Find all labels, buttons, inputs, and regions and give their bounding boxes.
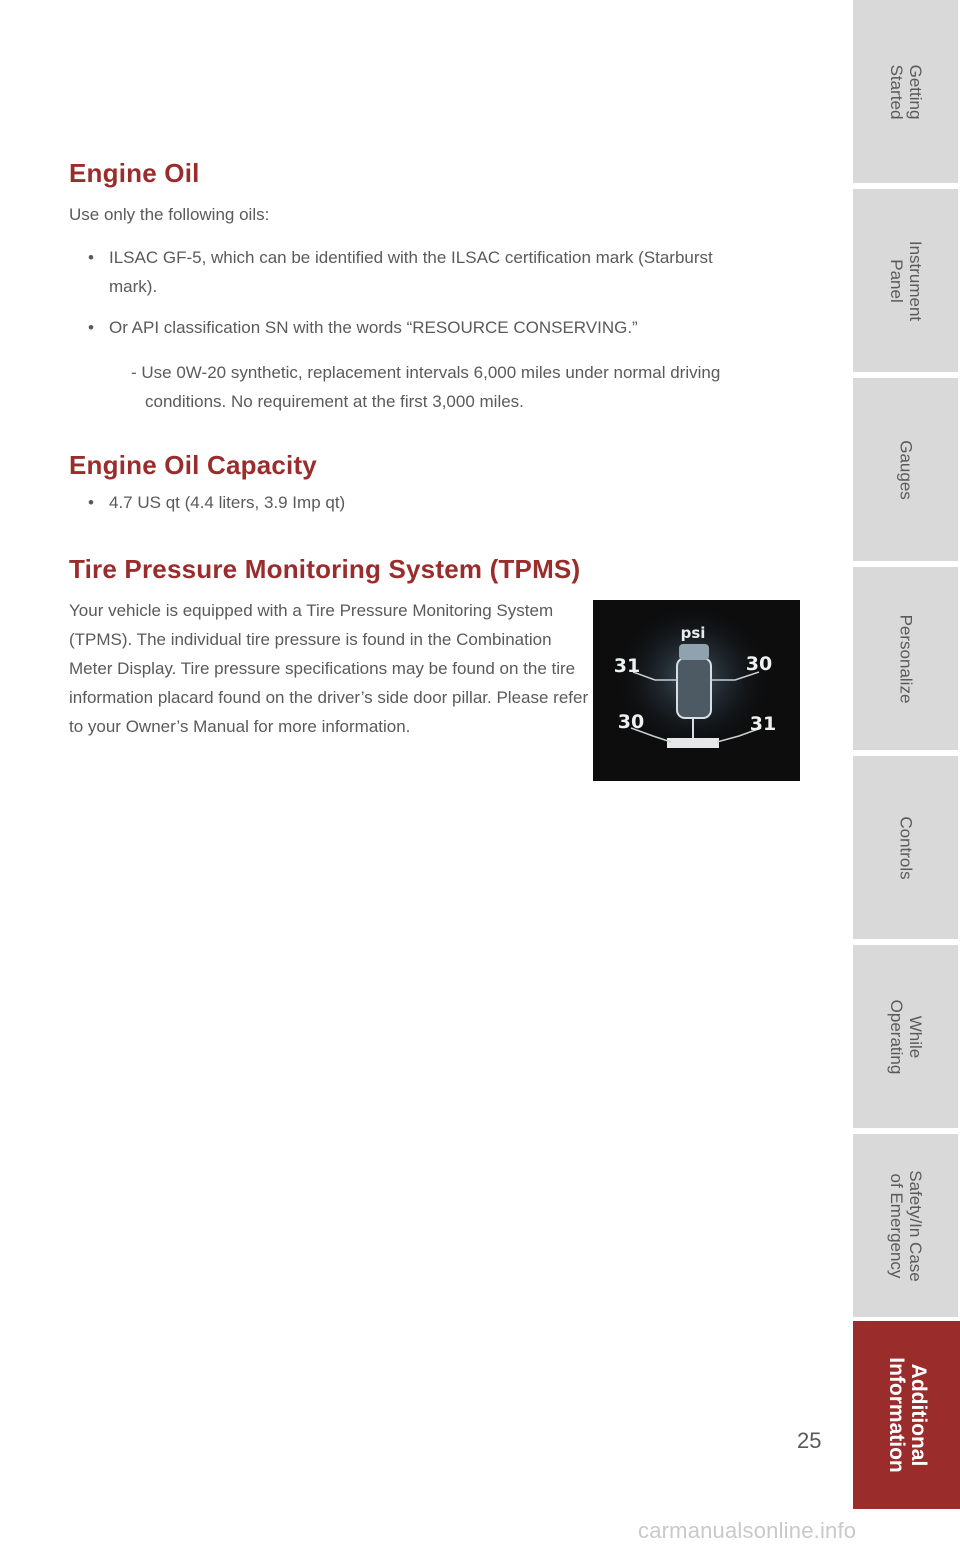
tab-safety-emergency[interactable]: Safety/In Case of Emergency	[853, 1134, 958, 1319]
page-number: 25	[797, 1428, 822, 1453]
tab-personalize[interactable]: Personalize	[853, 567, 958, 752]
tab-additional-information[interactable]: Additional Information	[853, 1321, 960, 1511]
tpms-heading: Tire Pressure Monitoring System (TPMS)	[69, 554, 581, 584]
tpms-front-left: 31	[613, 655, 641, 677]
footer-watermark: carmanualsonline.info	[638, 1518, 857, 1543]
list-item: • 4.7 US qt (4.4 liters, 3.9 Imp qt)	[88, 493, 346, 512]
tab-instrument-panel[interactable]: Instrument Panel	[853, 189, 958, 374]
engine-oil-list	[69, 243, 809, 342]
list-item: • Or API classification SN with the words “RESOURCE CONSERVING.”	[88, 318, 638, 337]
oil-sub-item: - Use 0W-20 synthetic, replacement intervals 6,000 miles under normal driving conditions. No requirement at the first 3,000 miles.	[131, 363, 721, 411]
tpms-rear-left: 30	[617, 711, 645, 733]
tpms-display-image	[593, 600, 800, 781]
list-item: • ILSAC GF-5, which can be identified with the ILSAC certification mark (Starburst mark).	[88, 248, 713, 296]
tab-while-operating[interactable]: While Operating	[853, 945, 958, 1130]
tab-controls[interactable]: Controls	[853, 756, 958, 941]
tpms-body: Your vehicle is equipped with a Tire Pressure Monitoring System (TPMS). The individual tire pressure is found in the Combination Meter Display. Tire pressure specifications may be found on the tire information placard found on the driver’s side door pillar. Please refer to your Owner’s Manual for more information.	[69, 601, 589, 736]
tpms-rear-right: 31	[749, 713, 777, 735]
engine-oil-intro: Use only the following oils:	[69, 205, 270, 224]
section-tabs	[853, 0, 960, 1554]
engine-oil-capacity-heading: Engine Oil Capacity	[69, 450, 317, 480]
tab-getting-started[interactable]: Getting Started	[853, 0, 958, 185]
tab-gauges[interactable]: Gauges	[853, 378, 958, 563]
tpms-unit-label: psi	[680, 624, 706, 642]
capacity-list	[69, 488, 345, 517]
tpms-front-right: 30	[745, 653, 773, 675]
engine-oil-heading: Engine Oil	[69, 158, 200, 188]
